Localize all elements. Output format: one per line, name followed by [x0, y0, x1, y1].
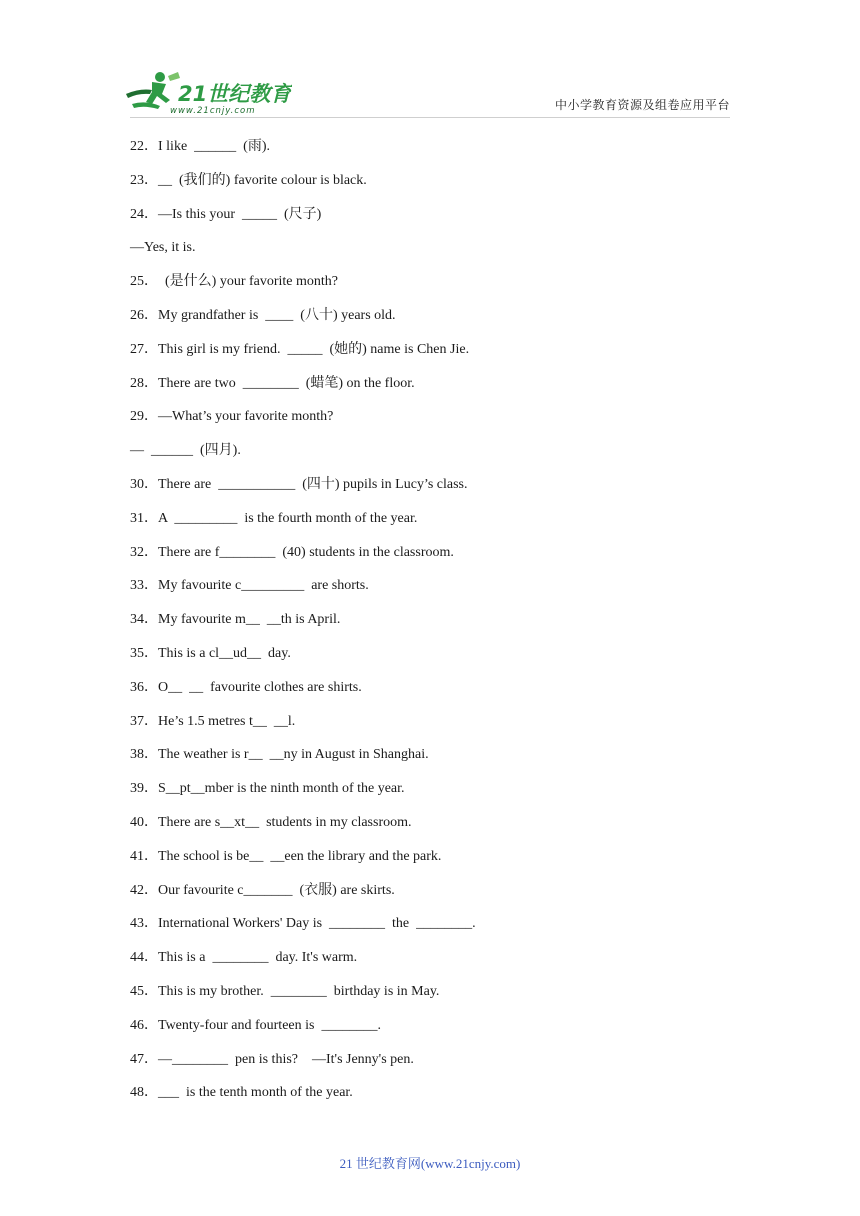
question-answer-line: —Yes, it is. [130, 240, 196, 256]
question-item: 23．__ (我们的) favorite colour is black. [130, 172, 367, 188]
question-item: 25． (是什么) your favorite month? [130, 274, 339, 290]
question-item: 41．The school is be__ __een the library and the park. [130, 848, 442, 864]
question-item: 30．There are ___________ (四十) pupils in Lucy’s class. [130, 476, 468, 492]
question-item: 28．There are two ________ (蜡笔) on the floor. [130, 375, 415, 391]
question-item: 48．___ is the tenth month of the year. [130, 1085, 353, 1101]
site-logo [122, 70, 292, 116]
question-answer-line: — ______ (四月). [130, 443, 241, 459]
question-item: 36．O__ __ favourite clothes are shirts. [130, 679, 362, 695]
question-item: 33．My favourite c_________ are shorts. [130, 578, 369, 594]
question-item: 35．This is a cl__ud__ day. [130, 645, 291, 661]
question-item: 46．Twenty-four and fourteen is ________. [130, 1017, 381, 1033]
question-item: 44．This is a ________ day. It's warm. [130, 950, 358, 966]
question-item: 45．This is my brother. ________ birthday is in May. [130, 983, 440, 999]
question-item: 29．—What’s your favorite month? [130, 409, 334, 425]
question-item: 39．S__pt__mber is the ninth month of the year. [130, 781, 405, 797]
runner-icon [126, 72, 180, 109]
question-item: 26．My grandfather is ____ (八十) years old. [130, 307, 396, 323]
question-list [130, 135, 730, 1115]
page-footer: 21 世纪教育网(www.21cnjy.com) [339, 1156, 521, 1171]
logo-url: www.21cnjy.com [170, 106, 256, 116]
question-item: 37．He’s 1.5 metres t__ __l. [130, 713, 296, 729]
question-item: 34．My favourite m__ __th is April. [130, 612, 341, 628]
page-header [0, 0, 860, 130]
logo-brand: 21世纪教育 [178, 82, 292, 106]
question-item: 31．A _________ is the fourth month of the year. [130, 510, 418, 526]
question-item: 40．There are s__xt__ students in my classroom. [130, 814, 412, 830]
question-item: 22．I like ______ (雨). [130, 139, 270, 154]
question-item: 38．The weather is r__ __ny in August in Shanghai. [130, 747, 429, 763]
header-divider [130, 117, 730, 118]
question-item: 32．There are f________ (40) students in the classroom. [130, 544, 454, 560]
question-item: 43．International Workers' Day is ________ the ________. [130, 916, 476, 932]
platform-tagline: 中小学教育资源及组卷应用平台 [554, 98, 730, 112]
question-item: 27．This girl is my friend. _____ (她的) name is Chen Jie. [130, 341, 470, 357]
question-item: 42．Our favourite c_______ (衣服) are skirts. [130, 882, 395, 898]
question-item: 47．—________ pen is this? —It's Jenny's pen. [130, 1051, 414, 1067]
question-item: 24．—Is this your _____ (尺子) [130, 206, 322, 222]
